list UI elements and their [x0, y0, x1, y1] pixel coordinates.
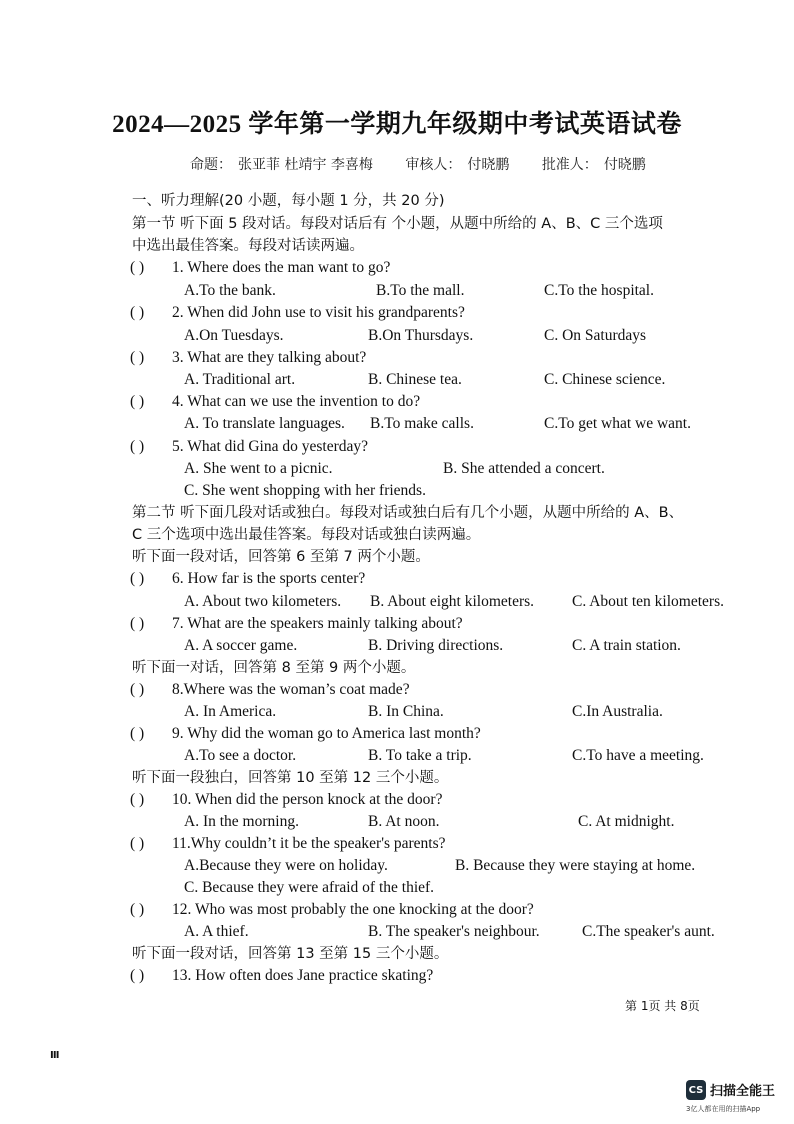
option-a: A.To see a doctor.: [184, 747, 297, 764]
option-b: B. Driving directions.: [368, 637, 504, 654]
option-b: B. In China.: [368, 703, 444, 720]
answer-blank: ( ): [130, 681, 145, 698]
option-a: A. In America.: [184, 703, 277, 720]
answer-blank: ( ): [130, 349, 145, 366]
option-a: A. Traditional art.: [184, 371, 296, 388]
option-a: A. A thief.: [184, 923, 249, 940]
option-c: C. She went shopping with her friends.: [184, 482, 426, 499]
exam-title: 2024—2025 学年第一学期九年级期中考试英语试卷: [112, 111, 682, 138]
question-stem: 12. Who was most probably the one knocking at the door?: [172, 901, 534, 918]
option-b: B.To make calls.: [370, 415, 474, 432]
option-b: B.On Thursdays.: [368, 327, 474, 344]
instruction-q6-7: 听下面一段对话，回答第 6 至第 7 两个小题。: [132, 549, 430, 565]
option-b: B. The speaker's neighbour.: [368, 923, 540, 940]
question-stem: 1. Where does the man want to go?: [172, 259, 391, 276]
author-line: [190, 154, 652, 174]
answer-blank: ( ): [130, 791, 145, 808]
option-c: C.To have a meeting.: [572, 747, 704, 764]
reviewer: 付晓鹏: [467, 157, 510, 173]
option-a: A. In the morning.: [184, 813, 299, 830]
answer-blank: ( ): [130, 393, 145, 410]
option-b: B. To take a trip.: [368, 747, 472, 764]
section-heading: 一、听力理解(20 小题，每小题 1 分，共 20 分): [132, 193, 445, 209]
option-b: B. At noon.: [368, 813, 440, 830]
option-c: C.The speaker's aunt.: [582, 923, 715, 940]
option-c: C. About ten kilometers.: [572, 593, 724, 610]
question-stem: 5. What did Gina do yesterday?: [172, 438, 368, 455]
option-c: C. Because they were afraid of the thief.: [184, 879, 435, 896]
answer-blank: ( ): [130, 967, 145, 984]
question-stem: 9. Why did the woman go to America last month?: [172, 725, 481, 742]
answer-blank: ( ): [130, 259, 145, 276]
part1-instructions-2: 中选出最佳答案。每段对话读两遍。: [132, 238, 364, 254]
option-a: A.On Tuesdays.: [184, 327, 284, 344]
page-number: 第 1页 共 8页: [625, 999, 700, 1013]
camscanner-logo-icon: CS: [686, 1080, 706, 1100]
option-c: C. Chinese science.: [544, 371, 666, 388]
option-b: B. Chinese tea.: [368, 371, 462, 388]
question-stem: 8.Where was the woman’s coat made?: [172, 681, 410, 698]
scanner-tagline: 3亿人都在用的扫描App: [686, 1105, 761, 1113]
part1-instructions-1: 第一节 听下面 5 段对话。每段对话后有 个小题，从题中所给的 A、B、C 三个选项: [132, 216, 663, 232]
option-c: C. At midnight.: [578, 813, 675, 830]
option-c: C. A train station.: [572, 637, 681, 654]
option-c: C.To the hospital.: [544, 282, 654, 299]
option-b: B. Because they were staying at home.: [455, 857, 696, 874]
option-c: C.In Australia.: [572, 703, 663, 720]
approver-label: 批准人：: [541, 157, 598, 173]
answer-blank: ( ): [130, 835, 145, 852]
option-a: A. To translate languages.: [184, 415, 345, 432]
option-b: B. She attended a concert.: [443, 460, 605, 477]
option-a: A.Because they were on holiday.: [184, 857, 388, 874]
instruction-q8-9: 听下面一对话，回答第 8 至第 9 两个小题。: [132, 660, 416, 676]
question-stem: 7. What are the speakers mainly talking about?: [172, 615, 463, 632]
scanner-app-name: 扫描全能王: [710, 1084, 776, 1099]
option-a: A. About two kilometers.: [184, 593, 342, 610]
author-label: 命题：: [190, 157, 232, 173]
corner-mark: Ⅲ: [50, 1050, 60, 1061]
answer-blank: ( ): [130, 615, 145, 632]
option-a: A. She went to a picnic.: [184, 460, 333, 477]
option-a: A.To the bank.: [184, 282, 276, 299]
question-stem: 11.Why couldn’t it be the speaker's parents?: [172, 835, 446, 852]
question-stem: 2. When did John use to visit his grandparents?: [172, 304, 465, 321]
instruction-q10-12: 听下面一段独白，回答第 10 至第 12 三个小题。: [132, 770, 449, 786]
instruction-q13-15: 听下面一段对话，回答第 13 至第 15 三个小题。: [132, 946, 449, 962]
part2-instructions-2: C 三个选项中选出最佳答案。每段对话或独白读两遍。: [132, 527, 481, 543]
reviewer-label: 审核人：: [405, 157, 462, 173]
approver: 付晓鹏: [603, 157, 646, 173]
option-a: A. A soccer game.: [184, 637, 298, 654]
question-stem: 6. How far is the sports center?: [172, 570, 366, 587]
answer-blank: ( ): [130, 304, 145, 321]
option-b: B. About eight kilometers.: [370, 593, 535, 610]
answer-blank: ( ): [130, 725, 145, 742]
part2-instructions-1: 第二节 听下面几段对话或独白。每段对话或独白后有几个小题，从题中所给的 A、B、: [132, 505, 684, 521]
question-stem: 4. What can we use the invention to do?: [172, 393, 421, 410]
authors: 张亚菲 杜靖宇 李喜梅: [238, 157, 373, 173]
option-c: C.To get what we want.: [544, 415, 691, 432]
option-b: B.To the mall.: [376, 282, 465, 299]
question-stem: 3. What are they talking about?: [172, 349, 367, 366]
question-stem: 10. When did the person knock at the door?: [172, 791, 443, 808]
answer-blank: ( ): [130, 438, 145, 455]
question-stem: 13. How often does Jane practice skating?: [172, 967, 434, 984]
answer-blank: ( ): [130, 570, 145, 587]
answer-blank: ( ): [130, 901, 145, 918]
option-c: C. On Saturdays: [544, 327, 647, 344]
